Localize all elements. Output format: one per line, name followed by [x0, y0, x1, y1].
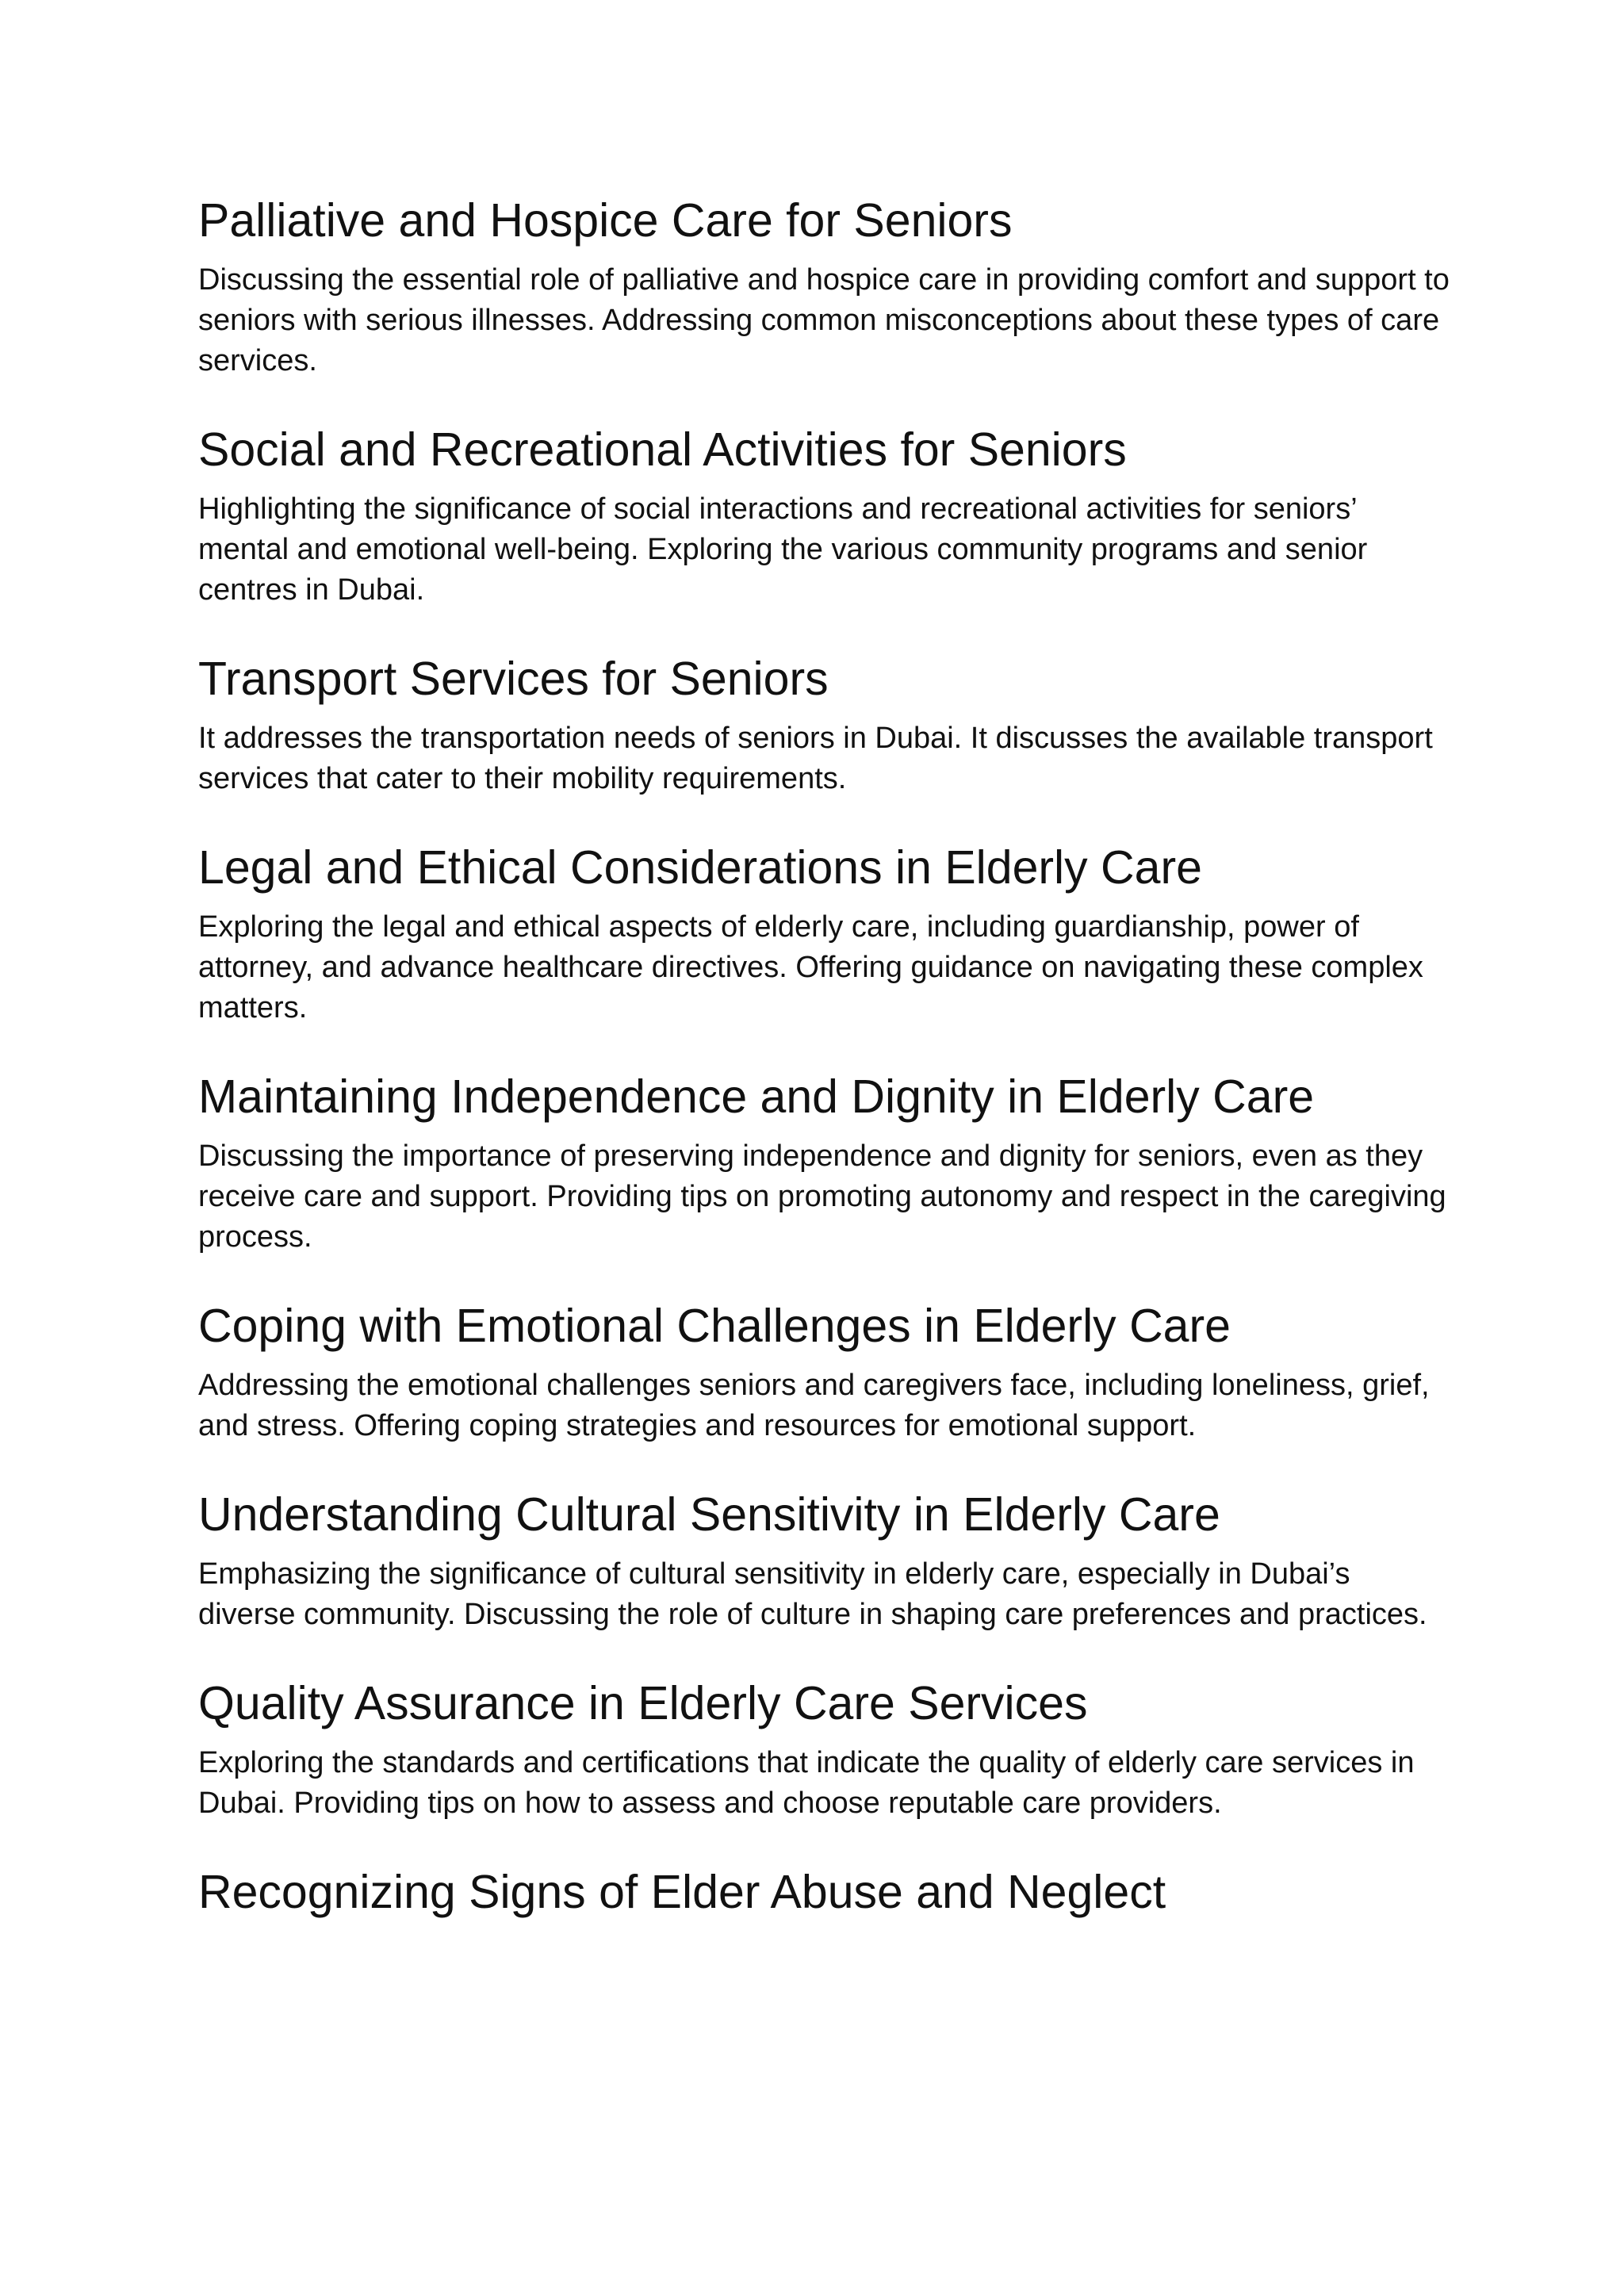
section-body: Addressing the emotional challenges seniors and caregivers face, including loneliness, grief, and stress. Offering coping strategies and resources for emotional support. — [198, 1369, 1430, 1442]
document-page — [198, 190, 1451, 1960]
section-cultural-sensitivity — [198, 1484, 1451, 1635]
section-palliative-hospice — [198, 190, 1451, 381]
section-legal-ethical — [198, 837, 1451, 1028]
section-body: Highlighting the significance of social interactions and recreational activities for seniors’ mental and emotional well-being. Exploring the various community programs and senior centres in Dubai. — [198, 492, 1368, 607]
section-body: Exploring the standards and certifications that indicate the quality of elderly care services in Dubai. Providing tips on how to assess and choose reputable care providers. — [198, 1746, 1415, 1820]
section-body: Discussing the essential role of palliative and hospice care in providing comfort and support to seniors with serious illnesses. Addressing common misconceptions about these types of care services. — [198, 263, 1450, 377]
section-heading: Maintaining Independence and Dignity in Elderly Care — [198, 1070, 1315, 1123]
section-body: Discussing the importance of preserving independence and dignity for seniors, even as they receive care and support. Providing tips on promoting autonomy and respect in the caregiving process. — [198, 1139, 1446, 1254]
section-body: Exploring the legal and ethical aspects of elderly care, including guardianship, power of attorney, and advance healthcare directives. Offering guidance on navigating these complex matters. — [198, 910, 1423, 1024]
section-transport — [198, 649, 1451, 799]
section-body: Emphasizing the significance of cultural sensitivity in elderly care, especially in Dubai’s diverse community. Discussing the role of culture in shaping care preferences and practices. — [198, 1557, 1427, 1631]
section-heading: Recognizing Signs of Elder Abuse and Neglect — [198, 1866, 1166, 1918]
section-heading: Social and Recreational Activities for Seniors — [198, 423, 1127, 476]
section-heading: Legal and Ethical Considerations in Elderly Care — [198, 841, 1202, 894]
section-quality-assurance — [198, 1673, 1451, 1824]
section-heading: Understanding Cultural Sensitivity in Elderly Care — [198, 1488, 1220, 1541]
section-independence-dignity — [198, 1067, 1451, 1258]
section-heading: Palliative and Hospice Care for Seniors — [198, 194, 1013, 247]
section-elder-abuse — [198, 1862, 1451, 1922]
section-social-recreational — [198, 419, 1451, 611]
section-heading: Coping with Emotional Challenges in Elderly Care — [198, 1300, 1231, 1352]
section-heading: Quality Assurance in Elderly Care Services — [198, 1677, 1088, 1729]
section-emotional-challenges — [198, 1296, 1451, 1446]
section-heading: Transport Services for Seniors — [198, 653, 829, 705]
section-body: It addresses the transportation needs of seniors in Dubai. It discusses the available transport services that cater to their mobility requirements. — [198, 722, 1433, 795]
